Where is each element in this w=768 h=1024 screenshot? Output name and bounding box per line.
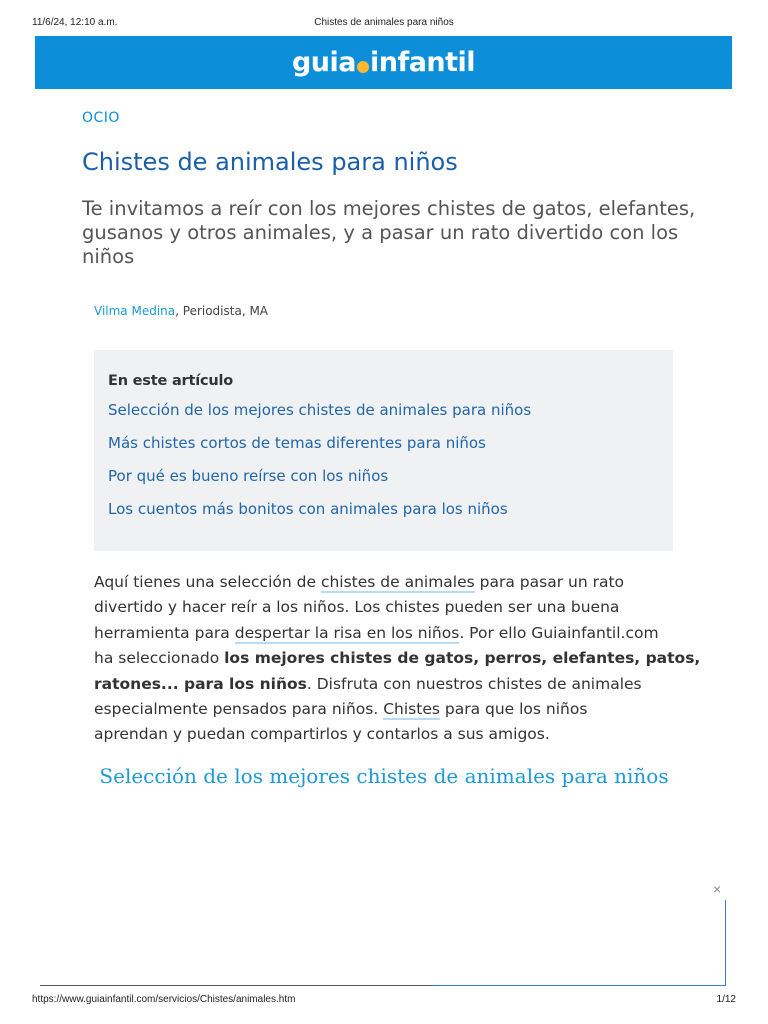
body-text: . Por ello Guiainfantil.com	[459, 623, 659, 642]
article-subtitle: Te invitamos a reír con los mejores chistes de gatos, elefantes, gusanos y otros animales, y a pasar un rato divertido con los niños	[82, 197, 696, 268]
logo-text-infantil: infantil	[369, 47, 476, 78]
print-page-number: 1/12	[716, 994, 736, 1005]
body-line	[94, 621, 674, 646]
ad-border	[725, 900, 726, 985]
body-line: aprendan y puedan compartirlos y contarlos a sus amigos.	[94, 725, 550, 744]
body-bold-text: ratones... para los niños	[94, 674, 307, 693]
body-text: Aquí tienes una selección de	[94, 573, 321, 591]
link-despertar-la-risa[interactable]: despertar la risa en los niños	[234, 623, 460, 642]
print-url: https://www.guiainfantil.com/servicios/Chistes/animales.htm	[32, 994, 296, 1005]
table-of-contents	[94, 350, 673, 551]
author-byline	[94, 304, 268, 318]
print-footer	[0, 994, 768, 1008]
logo-text-guia: guia	[291, 47, 356, 78]
toc-item-cuentos-animales[interactable]: Los cuentos más bonitos con animales para los niños	[108, 500, 508, 518]
body-text: para que los niños	[439, 700, 588, 719]
body-text: . Disfruta con nuestros chistes de animales	[306, 674, 642, 693]
body-line	[94, 570, 674, 595]
body-line	[94, 646, 701, 671]
site-logo[interactable]	[292, 49, 475, 76]
body-text: herramienta para	[94, 623, 235, 642]
body-text: especialmente pensados para niños.	[94, 700, 384, 719]
toc-item-mejores-chistes[interactable]: Selección de los mejores chistes de animales para niños	[108, 401, 532, 419]
author-role: , Periodista, MA	[175, 304, 269, 318]
toc-heading: En este artículo	[108, 373, 234, 389]
ad-border	[433, 985, 726, 986]
body-text: ha seleccionado	[94, 649, 225, 668]
site-banner	[35, 36, 732, 89]
print-header	[0, 17, 768, 31]
body-text: para pasar un rato	[474, 573, 625, 591]
logo-dot-icon	[357, 61, 369, 73]
category-link[interactable]: OCIO	[82, 110, 120, 126]
toc-item-chistes-cortos[interactable]: Más chistes cortos de temas diferentes para niños	[108, 434, 486, 452]
body-line	[94, 672, 674, 697]
body-line	[94, 697, 674, 722]
print-title: Chistes de animales para niños	[314, 17, 454, 28]
body-line: divertido y hacer reír a los niños. Los chistes pueden ser una buena	[94, 598, 620, 617]
article-title: Chistes de animales para niños	[82, 148, 458, 176]
toc-item-por-que-reirse[interactable]: Por qué es bueno reírse con los niños	[108, 467, 389, 485]
ad-border	[40, 985, 433, 986]
link-chistes-de-animales[interactable]: chistes de animales	[320, 573, 475, 591]
intro-paragraph	[94, 570, 701, 748]
close-icon[interactable]: ×	[713, 881, 722, 897]
section-heading: Selección de los mejores chistes de animales para niños	[99, 764, 669, 788]
print-date: 11/6/24, 12:10 a.m.	[32, 17, 118, 28]
link-chistes[interactable]: Chistes	[383, 700, 440, 719]
body-bold-text: los mejores chistes de gatos, perros, elefantes, patos,	[224, 649, 701, 668]
author-link[interactable]: Vilma Medina	[94, 304, 176, 318]
